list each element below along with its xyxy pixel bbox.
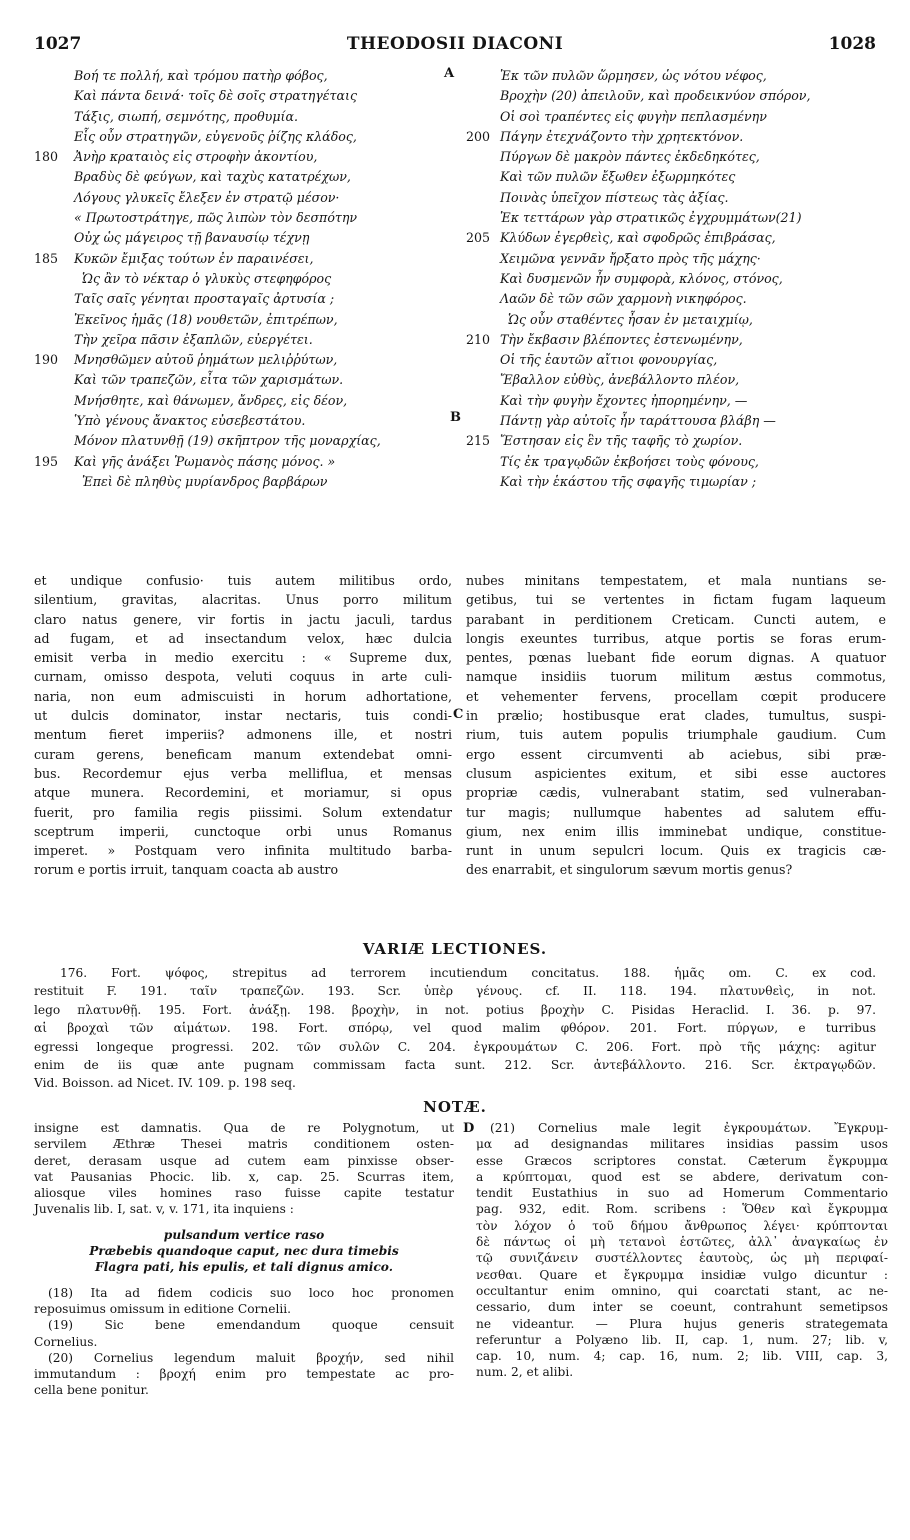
note-line: (19) Sic bene emendandum quoque censuit xyxy=(48,1318,454,1333)
verse-text: Καὶ πάντα δεινά· τοῖς δὲ σοῖς στρατηγέταις xyxy=(74,88,358,104)
latin-line: rium, tuis autem populis triumphale gaudium. Cum xyxy=(466,727,886,743)
notes-right-column xyxy=(476,1120,888,1381)
verse-text: « Πρωτοστράτηγε, πῶς λιπὼν τὸν δεσπότην xyxy=(74,210,358,226)
verse-line xyxy=(34,228,456,248)
verse-line xyxy=(34,472,456,492)
latin-line: ad fugam, et ad insectandum velox, hæc dulcia xyxy=(34,630,452,646)
verse-text: Οἱ σοὶ τραπέντες εἰς φυγὴν πεπλασμένην xyxy=(500,108,767,124)
page-number-right: 1028 xyxy=(828,34,876,54)
note-line: μα ad designandas militares insidias passim usos xyxy=(476,1137,888,1152)
verse-line xyxy=(34,452,456,472)
margin-marker-a: A xyxy=(444,66,455,81)
verse-line xyxy=(34,370,456,390)
note-line: τὸν λόχον ὁ τοῦ δήμου ἄνθρωπος λέγει· κρύπτονται xyxy=(476,1218,888,1233)
variant-reading-line: 176. Fort. ψόφος, strepitus ad terrorem incutiendum concitatus. 188. ἡμᾶς om. C. ex cod. xyxy=(60,966,876,980)
note-line: cap. 10, num. 4; cap. 16, num. 2; lib. VIII, cap. 3, xyxy=(476,1349,888,1364)
note-line: servilem Æthræ Thesei matris conditionem osten- xyxy=(34,1137,454,1152)
greek-verse-left-column xyxy=(34,66,456,492)
latin-line: et undique confusio· tuis autem militibus ordo, xyxy=(34,573,452,588)
spacer xyxy=(34,1218,454,1227)
latin-line: naria, non eum admiscuisti in horum adhortatione, xyxy=(34,688,452,704)
verse-text: Ὡς ἂν τὸ νέκταρ ὁ γλυκὺς στεφηφόρος xyxy=(82,270,332,286)
note-line: insigne est damnatis. Qua de re Polygnotum, ut xyxy=(34,1121,454,1135)
latin-line: ergo essent circumventi ab aciebus, sibi præ- xyxy=(466,746,886,762)
verse-text: Βραδὺς δὲ φεύγων, καὶ ταχὺς κατατρέχων, xyxy=(74,169,351,185)
latin-line: curam gerens, beneficam manum extendebat omni- xyxy=(34,746,452,762)
latin-line: emisit verba in medio exercitu : « Supreme dux, xyxy=(34,650,452,666)
latin-line: clusum aspicientes exitum, et sibi esse auctores xyxy=(466,765,886,781)
latin-line: getibus, tui se vertentes in fictam fugam laqueum xyxy=(466,592,886,608)
margin-marker-d: D xyxy=(463,1121,475,1136)
verse-text: Καὶ τὴν φυγὴν ἔχοντες ἠπορημένην, — xyxy=(500,392,748,408)
margin-marker-b: B xyxy=(450,410,461,425)
latin-line: rorum e portis irruit, tanquam coacta ab austro xyxy=(34,862,339,878)
verse-line xyxy=(466,350,886,370)
latin-translation-right-column xyxy=(466,571,886,880)
note-line: pag. 932, edit. Rom. scribens : Ὅθεν καὶ ἔγκρυμμα xyxy=(476,1202,888,1217)
verse-number: 195 xyxy=(34,453,59,469)
verse-text: Ἔστησαν εἰς ἓν τῆς ταφῆς τὸ χωρίον. xyxy=(500,433,743,449)
verse-line xyxy=(34,107,456,127)
verse-text: Πάγην ἐτεχνάζοντο τὴν χρητεκτόνον. xyxy=(500,128,744,144)
verse-text: Πύργων δὲ μακρὸν πάντες ἐκδεδηκότες, xyxy=(500,149,760,165)
verse-text: Βροχὴν (20) ἀπειλοῦν, καὶ προδεικνύον σπόρον, xyxy=(500,88,811,104)
page-header xyxy=(34,34,876,58)
verse-text: Τὴν χεῖρα πᾶσιν ἐξαπλῶν, εὐεργέτει. xyxy=(74,331,313,347)
latin-line: fuerit, pro familia regis piissimi. Solum extendatur xyxy=(34,804,452,820)
verse-number: 205 xyxy=(466,230,491,246)
verse-text: Τίς ἐκ τραγῳδῶν ἐκβοήσει τοὺς φόνους, xyxy=(500,453,759,469)
latin-translation-left-column xyxy=(34,571,452,880)
verse-line xyxy=(34,330,456,350)
verse-text: Ποινὰς ὑπεῖχον πίστεως τὰς ἀξίας. xyxy=(500,189,729,205)
note-line: deret, derasam usque ad cutem eam pinxisse obser- xyxy=(34,1153,454,1168)
latin-line: parabant in perditionem Creticam. Cuncti autem, e xyxy=(466,611,886,627)
verse-number: 200 xyxy=(466,128,491,144)
verse-text: Ὑπὸ γένους ἄνακτος εὐσεβεστάτου. xyxy=(74,413,306,429)
verse-text: Χειμῶνα γεννᾶν ἤρξατο πρὸς τῆς μάχης· xyxy=(500,250,761,266)
verse-line xyxy=(466,66,886,86)
verse-line xyxy=(466,147,886,167)
quoted-verse: Flagra pati, his epulis, et tali dignus amico. xyxy=(95,1260,393,1275)
margin-marker-c: C xyxy=(453,707,464,722)
latin-line: ut dulcis dominator, instar nectaris, tuis condi- xyxy=(34,708,452,724)
verse-number: 210 xyxy=(466,331,491,347)
verse-text: Λαῶν δὲ τῶν σῶν χαρμονὴ νικηφόρος. xyxy=(500,291,747,307)
variant-reading-line: Vid. Boisson. ad Nicet. IV. 109. p. 198 seq. xyxy=(34,1076,296,1091)
latin-line: atque munera. Recordemini, et moriamur, si opus xyxy=(34,785,452,801)
verse-line xyxy=(466,411,886,431)
note-line: (21) Cornelius male legit ἐγκρουμάτων. Ἔγκρυμ- xyxy=(490,1121,888,1135)
note-line: (20) Cornelius legendum maluit βροχήν, sed nihil xyxy=(48,1350,454,1365)
verse-number: 190 xyxy=(34,352,59,368)
verse-text: Ἀνὴρ κραταιὸς εἰς στροφὴν ἀκοντίου, xyxy=(74,149,318,165)
verse-text: Καὶ γῆς ἀνάξει Ῥωμανὸς πάσης μόνος. » xyxy=(74,453,336,469)
latin-line: curnam, omisso despota, veluti coquus in arte culi- xyxy=(34,669,452,685)
latin-line: claro natus genere, vir fortis in jactu jaculi, tardus xyxy=(34,611,452,627)
verse-text: Καὶ τῶν πυλῶν ἔξωθεν ἐξωρμηκότες xyxy=(500,169,736,185)
verse-line xyxy=(466,391,886,411)
verse-line xyxy=(466,330,886,350)
verse-line xyxy=(34,188,456,208)
verse-text: Κυκῶν ἔμιξας τούτων ἐν παραινέσει, xyxy=(74,250,314,266)
verse-text: Ταῖς σαῖς γένηται προσταγαῖς ἀρτυσία ; xyxy=(74,291,335,307)
note-line: reposuimus omissum in editione Cornelii. xyxy=(34,1301,292,1316)
latin-line: imperet. » Postquam vero infinita multitudo barba- xyxy=(34,843,452,859)
spacer xyxy=(34,1276,454,1285)
verse-text: Τάξις, σιωπή, σεμνότης, προθυμία. xyxy=(74,108,298,124)
latin-line: des enarrabit, et singulorum sævum mortis genus? xyxy=(466,862,793,878)
verse-text: Μόνον πλατυνθῇ (19) σκῆπτρον τῆς μοναρχίας, xyxy=(74,433,381,449)
verse-text: Τὴν ἔκβασιν βλέποντες ἐστενωμένην, xyxy=(500,331,743,347)
variae-lectiones-block xyxy=(34,964,876,1093)
verse-text: Ἔβαλλον εὐθὺς, ἀνεβάλλοντο πλέον, xyxy=(500,372,740,388)
verse-text: Κλύδων ἐγερθεὶς, καὶ σφοδρῶς ἐπιβράσας, xyxy=(500,230,776,246)
latin-line: tur magis; nullumque habentes ad salutem effu- xyxy=(466,804,886,820)
verse-number: 215 xyxy=(466,433,491,449)
verse-line xyxy=(466,188,886,208)
latin-line: gium, nex enim illis imminebat undique, constitue- xyxy=(466,823,886,839)
verse-line xyxy=(34,208,456,228)
verse-text: Λόγους γλυκεῖς ἔλεξεν ἐν στρατῷ μέσον· xyxy=(74,189,340,205)
verse-line xyxy=(34,66,456,86)
note-line: cella bene ponitur. xyxy=(34,1383,149,1398)
verse-text: Ἐκεῖνος ἡμᾶς (18) νουθετῶν, ἐπιτρέπων, xyxy=(74,311,338,327)
verse-number: 180 xyxy=(34,149,59,165)
verse-line xyxy=(34,289,456,309)
verse-text: Μνήσθητε, καὶ θάνωμεν, ἄνδρες, εἰς δέον, xyxy=(74,392,348,408)
note-line: tendit Eustathius in suo ad Homerum Commentario xyxy=(476,1186,888,1201)
latin-line: nubes minitans tempestatem, et mala nuntians se- xyxy=(466,573,886,588)
latin-line: longis exeuntes turribus, atque portis se foras erum- xyxy=(466,630,886,646)
verse-number: 185 xyxy=(34,250,59,266)
verse-line xyxy=(34,147,456,167)
verse-line xyxy=(466,289,886,309)
verse-line xyxy=(466,107,886,127)
verse-line xyxy=(466,370,886,390)
quoted-verse: pulsandum vertice raso xyxy=(163,1227,325,1242)
verse-line xyxy=(466,127,886,147)
note-line: occultantur enim omnino, qui coarctati stant, ac ne- xyxy=(476,1283,888,1298)
running-title: THEODOSII DIACONI xyxy=(346,34,564,54)
verse-line xyxy=(466,269,886,289)
variae-lectiones-heading: VARIÆ LECTIONES. xyxy=(362,940,548,958)
verse-line xyxy=(34,127,456,147)
note-line: num. 2, et alibi. xyxy=(476,1365,574,1380)
note-line: δὲ πάντως οἱ μὴ τετανοὶ ἑστῶτες, ἀλλ᾽ ἀναγκαίως ἐν xyxy=(476,1235,888,1250)
latin-line: bus. Recordemur ejus verba melliflua, et mensas xyxy=(34,765,452,781)
verse-line xyxy=(34,86,456,106)
verse-line xyxy=(466,310,886,330)
note-line: a κρύπτομαι, quod est se abdere, derivatum con- xyxy=(476,1169,888,1184)
latin-line: sceptrum imperii, cunctoque orbi unus Romanus xyxy=(34,823,452,839)
verse-line xyxy=(34,167,456,187)
verse-line xyxy=(466,452,886,472)
verse-text: Ἐπεὶ δὲ πληθὺς μυρίανδρος βαρβάρων xyxy=(82,473,328,489)
note-line: τῷ συνιζάνειν συστέλλοντες ἑαυτοὺς, ὡς μὴ περιφαί- xyxy=(476,1251,888,1266)
note-line: Cornelius. xyxy=(34,1334,98,1349)
note-line: cessario, dum inter se coeunt, contrahunt semetipsos xyxy=(476,1300,888,1315)
note-line: esse Græcos scriptores constat. Cæterum ἔγκρυμμα xyxy=(476,1153,888,1168)
verse-line xyxy=(34,249,456,269)
variant-reading-line: enim de iis quæ ante pugnam commissam facta sunt. 212. Scr. ἀντεβάλλοντο. 216. Scr. ἐκτραγῳδῶν. xyxy=(34,1057,876,1072)
variant-reading-line: lego πλατυνθῇ. 195. Fort. ἀνάξῃ. 198. βροχὴν, in not. potius βροχὴν C. Pisidas Heraclid. I. 36. p. 97. xyxy=(34,1002,876,1017)
verse-text: Ἐκ τεττάρων γὰρ στρατικῶς ἐγχρυμμάτων(21) xyxy=(500,210,802,226)
verse-line xyxy=(466,249,886,269)
latin-line: pentes, pœnas luebant fide eorum dignas. A quatuor xyxy=(466,650,886,666)
verse-line xyxy=(466,431,886,451)
verse-line xyxy=(34,310,456,330)
latin-line: et vehementer fervens, procellam cœpit producere xyxy=(466,688,886,704)
verse-text: Ἐκ τῶν πυλῶν ὥρμησεν, ὡς νότου νέφος, xyxy=(500,68,767,83)
verse-text: Καὶ δυσμενῶν ἦν συμφορὰ, κλόνος, στόνος, xyxy=(500,270,783,286)
note-line: Juvenalis lib. I, sat. v, v. 171, ita inquiens : xyxy=(34,1202,294,1217)
verse-line xyxy=(466,472,886,492)
greek-verse-right-column xyxy=(466,66,886,492)
verse-line xyxy=(34,411,456,431)
note-line: vat Pausanias Phocic. lib. x, cap. 25. Scurras item, xyxy=(34,1169,454,1184)
verse-text: Πάντῃ γὰρ αὐτοῖς ἦν ταράττουσα βλάβη — xyxy=(500,413,776,429)
variant-reading-line: egressi longeque progressi. 202. τῶν συλῶν C. 204. ἐγκρουμάτων C. 206. Fort. πρὸ τῆς μάχης: agitur xyxy=(34,1039,876,1054)
latin-line: silentium, gravitas, alacritas. Unus porro militum xyxy=(34,592,452,608)
verse-text: Καὶ τὴν ἑκάστου τῆς σφαγῆς τιμωρίαν ; xyxy=(500,473,757,489)
verse-line xyxy=(466,167,886,187)
verse-text: Βοή τε πολλή, καὶ τρόμου πατὴρ φόβος, xyxy=(74,68,328,83)
notes-left-column xyxy=(34,1120,454,1399)
notae-heading: NOTÆ. xyxy=(423,1098,487,1116)
verse-text: Μνησθῶμεν αὐτοῦ ῥημάτων μελιῤῥύτων, xyxy=(74,352,338,368)
latin-line: propriæ cædis, vulnerabant statim, sed vulneraban- xyxy=(466,785,886,801)
verse-line xyxy=(466,228,886,248)
verse-text: Καὶ τῶν τραπεζῶν, εἶτα τῶν χαρισμάτων. xyxy=(74,372,344,388)
verse-line xyxy=(34,431,456,451)
verse-text: Οὐχ ὡς μάγειρος τῇ βαναυσίῳ τέχνῃ xyxy=(74,230,310,246)
note-line: immutandum : βροχή enim pro tempestate ac pro- xyxy=(34,1367,454,1382)
latin-line: namque insidiis tuorum militum æstus commotus, xyxy=(466,669,886,685)
verse-line xyxy=(34,391,456,411)
note-line: aliosque viles homines raso fuisse capite testatur xyxy=(34,1186,454,1201)
variant-reading-line: αἱ βροχαὶ τῶν αἱμάτων. 198. Fort. σπόρῳ, vel quod malim φθόρον. 201. Fort. πύργων, e turribus xyxy=(34,1021,876,1036)
quoted-verse: Præbebis quandoque caput, nec dura timebis xyxy=(89,1244,399,1259)
variant-reading-line: restituit F. 191. ταῖν τραπεζῶν. 193. Scr. ὑπὲρ γένους. cf. II. 118. 194. πλατυνθεὶς, in not. xyxy=(34,984,876,999)
note-line: referuntur a Polyæno lib. II, cap. 1, num. 27; lib. v, xyxy=(476,1332,888,1347)
latin-line: runt in unum sepulcri locum. Quis ex tragicis cæ- xyxy=(466,843,886,859)
verse-line xyxy=(466,208,886,228)
note-line: ne videantur. — Plura hujus generis strategemata xyxy=(476,1316,888,1331)
page-number-left: 1027 xyxy=(34,34,82,54)
note-line: νεσθαι. Quare et ἔγκρυμμα insidiæ vulgo dicuntur : xyxy=(476,1267,888,1282)
verse-line xyxy=(34,350,456,370)
verse-text: Ὡς οὖν σταθέντες ἦσαν ἐν μεταιχμίῳ, xyxy=(508,311,753,327)
note-line: (18) Ita ad fidem codicis suo loco hoc pronomen xyxy=(48,1285,454,1300)
verse-line xyxy=(34,269,456,289)
verse-text: Οἱ τῆς ἑαυτῶν αἴτιοι φονουργίας, xyxy=(500,352,718,368)
verse-text: Εἷς οὖν στρατηγῶν, εὐγενοῦς ῥίζης κλάδος, xyxy=(74,128,357,144)
verse-line xyxy=(466,86,886,106)
latin-line: mentum fieret imperiis? admonens ille, et nostri xyxy=(34,727,452,743)
latin-line: in prælio; hostibusque erat clades, tumultus, suspi- xyxy=(466,708,886,724)
